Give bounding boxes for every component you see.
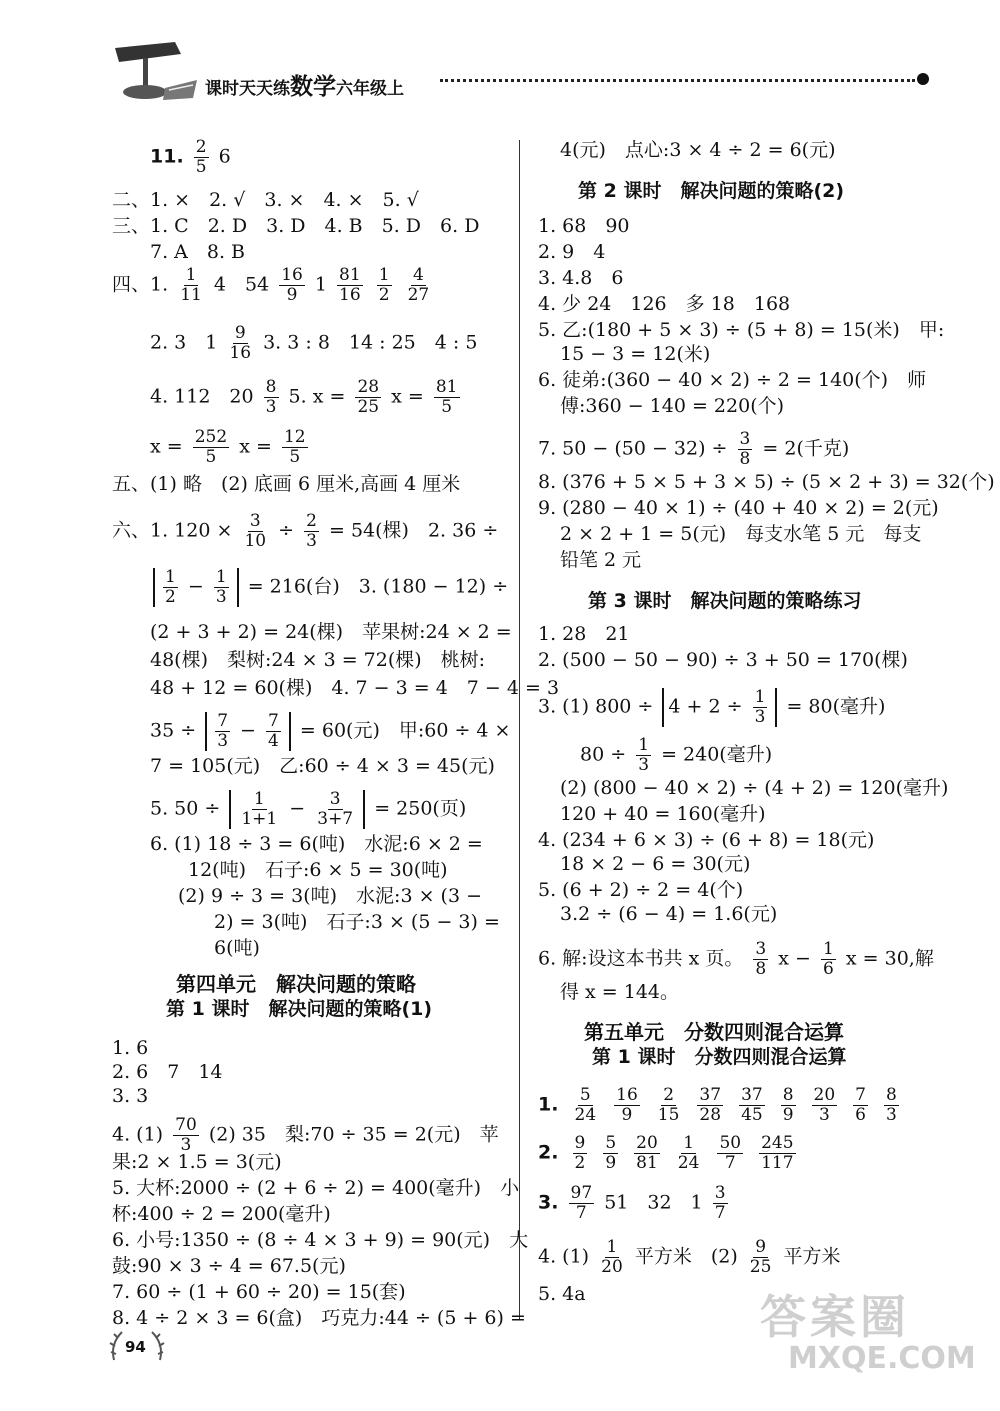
answer-line: 18 × 2 − 6 = 30(元) [560,853,751,875]
fraction: $\frac{245}{117}$ [761,1133,794,1173]
page-header [205,66,965,100]
bracket-expression: $\frac{1}{1+1}$ − $\frac{3}{3+7}$ [229,790,365,829]
answer-line: 三、1. C 2. D 3. D 4. B 5. D 6. D [112,215,480,237]
column-divider [519,140,520,1320]
fraction: $\frac{8}{9}$ [782,1085,794,1125]
fraction: $\frac{3}{3+7}$ [317,789,354,829]
answer-line: 5. 4a [538,1283,586,1305]
header-dotted-rule [440,79,915,82]
answer-line: 3. 4.8 6 [538,267,624,289]
lesson-title: 第 2 课时 解决问题的策略(2) [578,180,845,202]
answer-line: 8. (376 + 5 × 5 + 3 × 5) ÷ (5 × 2 + 3) = 32(个) [538,471,995,493]
answer-line: 2) = 3(吨) 石子:3 × (5 − 3) = [214,911,500,933]
fraction: $\frac{9}{16}$ [229,323,252,363]
answer-line: 5. 大杯:2000 ÷ (2 + 6 ÷ 2) = 400(毫升) 小 [112,1177,520,1199]
fraction: $\frac{3}{10}$ [244,511,267,551]
answer-line: (2) 9 ÷ 3 = 3(吨) 水泥:3 × (3 − [178,885,482,907]
fraction: $\frac{97}{7}$ [570,1183,593,1223]
fraction: $\frac{81}{16}$ [339,265,361,305]
answer-line: 傅:360 − 140 = 220(个) [560,395,785,417]
answer-line: 2. (500 − 50 − 90) ÷ 3 + 50 = 170(棵) [538,649,908,671]
answer-line: 11. $\frac{2}{5}$ 6 [150,137,231,177]
answer-line: 48(棵) 梨树:24 × 3 = 72(棵) 桃树: [150,649,486,671]
answer-line: 得 x = 144。 [560,981,680,1003]
answer-line: 果:2 × 1.5 = 3(元) [112,1151,282,1173]
fraction: $\frac{20}{81}$ [636,1133,658,1173]
fraction: $\frac{50}{7}$ [719,1133,742,1173]
fraction: $\frac{37}{45}$ [741,1085,763,1125]
answer-line: $\frac{1}{2}$ − $\frac{1}{3}$ = 216(台) 3. (180 − 12) ÷ [150,568,508,607]
fraction: $\frac{81}{5}$ [435,377,458,417]
lesson-title: 第 3 课时 解决问题的策略练习 [588,590,862,612]
header-subject: 数学 [290,74,336,100]
bracket-expression: 4 + 2 ÷ $\frac{1}{3}$ [662,688,777,727]
fraction: $\frac{8}{3}$ [886,1085,897,1125]
answer-line: 2. $\frac{9}{2}$ $\frac{5}{9}$ $\frac{20}{81}$ $\frac{1}{24}$ $\frac{50}{7}$ $\frac{245}{117}$ [538,1133,794,1173]
answer-line: 3. (1) 800 ÷ 4 + 2 ÷ $\frac{1}{3}$ = 80(毫升) [538,687,886,727]
answer-line: 5. 50 ÷ $\frac{1}{1+1}$ − $\frac{3}{3+7}$ = 250(页) [150,789,467,829]
answer-line: 1. $\frac{5}{24}$ $\frac{16}{9}$ $\frac{2}{15}$ $\frac{37}{28}$ $\frac{37}{45}$ $\frac{8}{9}$ $\frac{20}{3}$ $\frac{7}{6}$ $\frac{8}{3}$ [538,1085,897,1125]
answer-line: 6. 解:设这本书共 x 页。 $\frac{3}{8}$ x − $\frac{1}{6}$ x = 30,解 [538,939,934,979]
answer-line: 7. 60 ÷ (1 + 60 ÷ 20) = 15(套) [112,1281,406,1303]
answer-line: 二、1. × 2. √ 3. × 4. × 5. √ [112,189,419,211]
fraction: $\frac{1}{24}$ [677,1133,700,1173]
fraction: $\frac{70}{3}$ [175,1115,197,1155]
bracket-expression: $\frac{1}{2}$ − $\frac{1}{3}$ [153,568,239,607]
answer-line: 9. (280 − 40 × 1) ÷ (40 + 40 × 2) = 2(元) [538,497,939,519]
answer-line: 2. 3 1 $\frac{9}{16}$ 3. 3 : 8 14 : 25 4 : 5 [150,323,478,363]
fraction: $\frac{1}{11}$ [180,265,202,305]
answer-line: 2. 9 4 [538,241,606,263]
fraction: $\frac{1}{20}$ [601,1237,623,1277]
answer-line: 120 + 40 = 160(毫升) [560,803,766,825]
fraction: $\frac{12}{5}$ [283,427,306,467]
fraction: $\frac{2}{5}$ [195,137,207,177]
fraction: $\frac{37}{28}$ [699,1085,722,1125]
answer-line: 5. 乙:(180 + 5 × 3) ÷ (5 + 8) = 15(米) 甲: [538,319,945,341]
answer-line: 48 + 12 = 60(棵) 4. 7 − 3 = 4 7 − 4 = 3 [150,677,560,699]
header-series: 课时天天练 [205,79,290,99]
answer-line: 7 = 105(元) 乙:60 ÷ 4 × 3 = 45(元) [150,755,495,777]
fraction: $\frac{1}{6}$ [823,939,834,979]
fraction: $\frac{1}{3}$ [215,567,227,607]
answer-line: 80 ÷ $\frac{1}{3}$ = 240(毫升) [580,735,773,775]
answer-line: 6(吨) [214,937,260,959]
answer-line: 1. 68 90 [538,215,630,237]
fraction: $\frac{7}{4}$ [268,711,279,751]
watermark [760,1281,976,1391]
fraction: $\frac{1}{3}$ [638,735,650,775]
answer-line: 3. 3 [112,1085,149,1107]
fraction: $\frac{3}{7}$ [714,1183,726,1223]
answer-line: 5. (6 + 2) ÷ 2 = 4(个) [538,879,744,901]
answer-line: 12(吨) 石子:6 × 5 = 30(吨) [188,859,448,881]
answer-line: 杯:400 ÷ 2 = 200(毫升) [112,1203,331,1225]
fraction: $\frac{16}{9}$ [616,1085,638,1125]
bracket-expression: $\frac{7}{3}$ − $\frac{7}{4}$ [205,712,291,751]
answer-line: 4(元) 点心:3 × 4 ÷ 2 = 6(元) [560,139,836,161]
fraction: $\frac{16}{9}$ [281,265,303,305]
page-number-badge [108,1326,166,1366]
fraction: $\frac{28}{25}$ [357,377,380,417]
fraction: $\frac{5}{24}$ [574,1085,597,1125]
fraction: $\frac{20}{3}$ [813,1085,836,1125]
answer-line: 六、1. 120 × $\frac{3}{10}$ ÷ $\frac{2}{3}$ = 54(棵) 2. 36 ÷ [112,511,499,551]
answer-line: 6. (1) 18 ÷ 3 = 6(吨) 水泥:6 × 2 = [150,833,483,855]
answer-line: 3. $\frac{97}{7}$ 51 32 1 $\frac{3}{7}$ [538,1183,726,1223]
answer-line: 鼓:90 × 3 ÷ 4 = 67.5(元) [112,1255,346,1277]
answer-line: 7. A 8. B [150,241,246,263]
answer-line: 铅笔 2 元 [560,549,642,571]
answer-line: 2. 6 7 14 [112,1061,223,1083]
fraction: $\frac{1}{2}$ [378,265,390,305]
answer-line: (2 + 3 + 2) = 24(棵) 苹果树:24 × 2 = [150,621,512,643]
fraction: $\frac{7}{6}$ [855,1085,866,1125]
answer-line: 4. (234 + 6 × 3) ÷ (6 + 8) = 18(元) [538,829,875,851]
fraction: $\frac{7}{3}$ [217,711,229,751]
watermark-logo: 答案圈 [760,1290,910,1344]
fraction: $\frac{252}{5}$ [194,427,228,467]
answer-line: 2 × 2 + 1 = 5(元) 每支水笔 5 元 每支 [560,523,922,545]
fraction: $\frac{9}{25}$ [749,1237,772,1277]
answer-line: 4. (1) $\frac{70}{3}$ (2) 35 梨:70 ÷ 35 = 2(元) 苹 [112,1115,499,1155]
answer-line: 1. 28 21 [538,623,630,645]
watermark-url: MXQE.COM [788,1341,976,1376]
fraction: $\frac{3}{8}$ [755,939,767,979]
fraction: $\frac{2}{15}$ [657,1085,680,1125]
answer-line: 35 ÷ $\frac{7}{3}$ − $\frac{7}{4}$ = 60(元) 甲:60 ÷ 4 × [150,711,511,751]
fraction: $\frac{1}{3}$ [754,687,766,727]
answer-line: 15 − 3 = 12(米) [560,343,711,365]
fraction: $\frac{8}{3}$ [265,377,277,417]
answer-line: 四、1. $\frac{1}{11}$ 4 54 $\frac{16}{9}$ 1 $\frac{81}{16}$ $\frac{1}{2}$ $\frac{4}{27}$ [112,265,430,305]
answer-line: 4. (1) $\frac{1}{20}$ 平方米 (2) $\frac{9}{25}$ 平方米 [538,1237,841,1277]
answer-line: x = $\frac{252}{5}$ x = $\frac{12}{5}$ [150,427,306,467]
fraction: $\frac{4}{27}$ [407,265,430,305]
answer-line: 1. 6 [112,1037,149,1059]
answer-line: (2) (800 − 40 × 2) ÷ (4 + 2) = 120(毫升) [560,777,949,799]
desk-lamp-logo-icon [105,40,200,105]
header-title [205,68,404,101]
fraction: $\frac{3}{8}$ [739,429,751,469]
answer-line: 6. 小号:1350 ÷ (8 ÷ 4 × 3 + 9) = 90(元) 大 [112,1229,529,1251]
answer-line: 6. 徒弟:(360 − 40 × 2) ÷ 2 = 140(个) 师 [538,369,927,391]
lesson-title: 第 1 课时 分数四则混合运算 [592,1046,847,1068]
header-end-dot [917,73,929,85]
header-grade: 六年级上 [336,79,404,99]
fraction: $\frac{1}{1+1}$ [241,789,278,829]
fraction: $\frac{9}{2}$ [574,1133,586,1173]
answer-line: 8. 4 ÷ 2 × 3 = 6(盒) 巧克力:44 ÷ (5 + 6) = [112,1307,526,1329]
answer-line: 4. 112 20 $\frac{8}{3}$ 5. x = $\frac{28}{25}$ x = $\frac{81}{5}$ [150,377,458,417]
unit-title: 第五单元 分数四则混合运算 [584,1020,844,1044]
fraction: $\frac{5}{9}$ [605,1133,617,1173]
answer-line: 4. 少 24 126 多 18 168 [538,293,791,315]
answer-line: 7. 50 − (50 − 32) ÷ $\frac{3}{8}$ = 2(千克) [538,429,850,469]
lesson-title: 第 1 课时 解决问题的策略(1) [166,998,433,1020]
fraction: $\frac{1}{2}$ [165,567,176,607]
page-number: 94 [125,1338,146,1356]
answer-line: 3.2 ÷ (6 − 4) = 1.6(元) [560,903,778,925]
fraction: $\frac{2}{3}$ [306,511,317,551]
answer-line: 五、(1) 略 (2) 底画 6 厘米,高画 4 厘米 [112,473,461,495]
unit-title: 第四单元 解决问题的策略 [176,972,416,996]
